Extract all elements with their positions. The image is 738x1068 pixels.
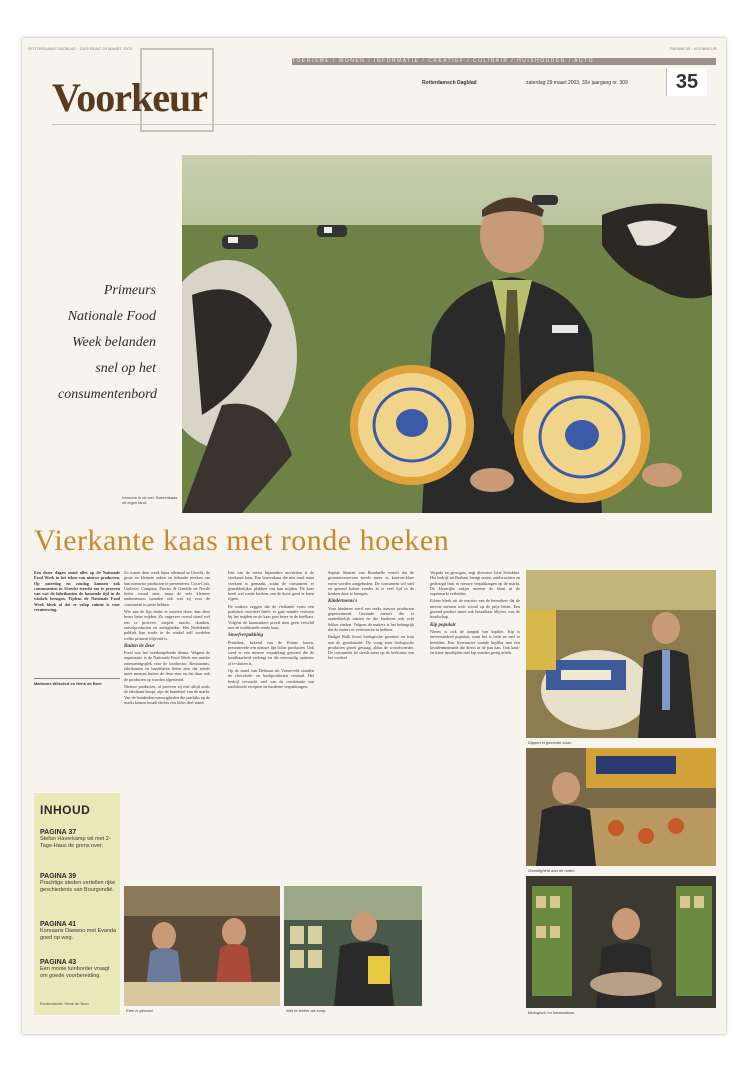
newspaper-page <box>22 38 726 1034</box>
main-photo-caption: Kenners in de wei. Boerenkaas uit eigen land. <box>122 495 178 505</box>
subheading: Kip populair <box>430 622 456 628</box>
photo-bulk-food-illustration <box>526 876 716 1008</box>
paragraph: De makers zeggen dat de vierkante vorm een praktisch voordeel heeft: er gaat minder verloren bij het snijden en de kaas past beter in de koelkast. Volgens de kaasmakers proeft men geen verschil met de traditionele ronde kaas. <box>228 603 314 630</box>
article-column-4 <box>328 570 414 880</box>
photo-eating-crowd <box>124 886 280 1006</box>
contents-item-text: Een mooie tuinborder vraagt om goede voorbereiding. <box>40 966 110 979</box>
caption-right-3: Biologisch en bewaarbaar. <box>528 1010 575 1015</box>
subheading: Snoefverpakking <box>228 633 263 639</box>
paragraph: Verpakt en gewogen, zegt directeur Jotie Schokker. Het bedrijf uit Brabant brengt noten, zuidvruchten en gedroogd fruit in nieuwe verpakkingen op de markt. De kleurrijke zakjes moeten de klant in de supermarkt verleiden. <box>430 570 520 597</box>
photo-eating-crowd-illustration <box>124 886 280 1006</box>
contents-title: INHOUD <box>40 803 91 817</box>
page-number-value: 35 <box>675 71 699 93</box>
paragraph: Food was het overkoepelende thema. Volgens de organisatie is de Nationale Food Week een unieke ontmoetingsplek voor de foodsector. Restaurants, fabrikanten en handelaren lieten zien dat steeds meer mensen buiten de deur eten en dat daar ook de producten op worden afgestemd. <box>124 650 210 682</box>
paragraph: Nieuwe producten, al proeven zij niet altijd zoals de fabrikant hoopt, zijn de brandstof van de markt. Van de honderden nieuwigheden die jaarlijks op de markt komen houdt slechts een klein deel stand. <box>124 683 210 705</box>
article-author: Marianne Wilschut en Henk de Boer <box>34 678 120 686</box>
contents-item-text: Stefan Haverkamp wil met 2-Tage-Haus de grens over. <box>40 836 111 849</box>
subheading: Kindermenu's <box>328 599 358 605</box>
photo-cheese-stand <box>526 570 716 738</box>
paragraph: Op de stand van Delmaus uit Varsseveld stonden de chocolade- en koekproducten centraal. Het bedrijf verwacht veel van de combinatie van traditionele recepten en moderne verpakkingen. <box>228 668 314 689</box>
article-headline: Vierkante kaas met ronde hoeken <box>34 524 450 557</box>
main-photo-man-with-cheeses <box>182 155 712 513</box>
section-title: Voorkeur <box>52 75 207 120</box>
photo-soup-demo <box>284 886 422 1006</box>
contents-item[interactable] <box>40 829 118 850</box>
caption-bottom-1: Eten is gezond. <box>126 1008 154 1013</box>
photo-cheese-stand-illustration <box>526 570 716 738</box>
contents-item-page: PAGINA 43 <box>40 959 77 966</box>
photo-nuts-stand <box>526 748 716 866</box>
paragraph: Sophie Stouten van Bonduelle vertelt dat de groenteconserven steeds meer in kant-en-klare vorm worden aangeboden. De consument wil snel en gezond koken zonder al te veel tijd in de keuken door te brengen. <box>328 570 414 597</box>
cheese-left <box>350 365 474 485</box>
contents-item[interactable] <box>40 873 118 894</box>
page-number <box>666 68 707 96</box>
article-column-5 <box>430 570 520 1010</box>
photo-soup-demo-illustration <box>284 886 422 1006</box>
article-column-3 <box>228 570 314 880</box>
paragraph: Echter bleek uit de reacties van de bezoekers dat de meeste mensen toch vooral op de prijs letten. Een gezond product moet ook betaalbaar blijven, was de boodschap. <box>430 598 520 620</box>
contents-item-page: PAGINA 37 <box>40 829 77 836</box>
top-left-imprint: ROTTERDAMS DAGBLAD · ZATERDAG 29 MAART 2003 <box>28 46 132 51</box>
top-right-imprint: PAGINA 35 · VOORKEUR <box>670 46 717 51</box>
paragraph: Budget Bulk levert biologische groentes en fruit aan de groothandel. De vraag naar biologische producten groeit gestaag, aldus de woordvoerder. De consument let steeds meer op de herkomst van het voedsel. <box>328 634 414 661</box>
contents-item-text: Koreaans Daewoo met Evanda goed op weg. <box>40 928 117 941</box>
newspaper-name: Rotterdamsch Dagblad <box>422 80 477 86</box>
contents-item-page: PAGINA 39 <box>40 873 77 880</box>
article-lead: Een dezer dagen stond alles op de Nationale Food Week in het teken van nieuwe producten. Op zaterdag en zondag kunnen ook consumenten in Utrecht terecht om te proeven van wat de fabrikanten de komende tijd in de winkels brengen. Tijdens de Nationale Food Week bleek al dat er volop ruimte is voor vernieuwing. <box>34 570 120 613</box>
paragraph: President, bekend van de Franse kazen, presenteerde een nieuwe lijn lichte producten. Ook werd er een nieuwe verpakking getoond die de houdbaarheid verlengt en die eenvoudig opnieuw af te sluiten is. <box>228 639 314 666</box>
photo-bulk-food <box>526 876 716 1008</box>
cheese-right <box>514 371 650 503</box>
paragraph: Voor kinderen werd een reeks nieuwe producten gepresenteerd. Gezonde menu's die er aantrekkelijk uitzien en die kinderen ook echt lekker vinden. Volgens de makers is het belangrijk dat de ouders er vertrouwen in hebben. <box>328 605 414 632</box>
caption-right-2: Gezelligheid aan de noten. <box>528 868 576 873</box>
contents-item[interactable] <box>40 921 118 942</box>
contents-box <box>34 793 120 1015</box>
paragraph: Nieuw is ook de aanpak van kipfilet. Kip is onverminderd populair, want het is licht en snel te bereiden. Een leverancier toonde kipfilet met een kruidenmarinade die direct in de pan kan. Ook kant-en-klare maaltijden met kip vonden gretig aftrek. <box>430 628 520 656</box>
paragraph: Zo waren deze week bijna allemaal in Utrecht, de grote en kleinere zaken en bekende merken om hun nieuwste producten te presenteren. Coca-Cola, Unilever, Campina, Procter & Gamble en Nestlé lieten vooral zien, maar de vele kleinere ondernemers toonden ook wat zij voor de consument in petto hebben. <box>124 570 210 607</box>
caption-bottom-2: Niet te lekker als soep. <box>286 1008 327 1013</box>
contents-item[interactable] <box>40 959 118 980</box>
paragraph: Wie aan de lijn denkt te moeten doen, kan deze beurs beter mijden. Zo ongeveer overal stond wel iets te proeven: soepen, snacks, dranken, zuivelproducten en zoetigheden. Het Nederlands publiek kan straks in de winkel zelf oordelen welke primeur blijvend is. <box>124 609 210 641</box>
caption-right-1: Dippen in gezonde kaas. <box>528 740 573 745</box>
header-rule <box>52 124 716 125</box>
photo-nuts-stand-illustration <box>526 748 716 866</box>
contents-item-page: PAGINA 41 <box>40 921 77 928</box>
intro-text: Primeurs Nationale Food Week belanden snel op het consumentenbord <box>58 283 158 402</box>
contents-footer: Eindredactie: Henk de Boer <box>40 1001 89 1006</box>
article-column-2 <box>124 570 210 880</box>
dateline: zaterdag 29 maart 2003, 32e jaargang nr. 309 <box>526 80 628 86</box>
section-nav-bar: TOERISME / WONEN / INFORMATIE / CREATIEF / CULINAIR / HUISHOUDEN / AUTO <box>292 58 716 65</box>
paragraph: Een van de meest bijzondere noviteiten is de vierkante kaas. Een boerenkaas die niet rond maar vierkant is gemaakt, zodat de consument er gemakkelijker plakken van kan snijden. De kaas heeft wel ronde hoeken, om de korst goed te laten rijpen. <box>228 570 314 602</box>
subheading: Buiten de deur <box>124 643 155 649</box>
main-photo-illustration <box>182 155 712 513</box>
contents-item-text: Prachtige steden vertellen rijke geschiedenis van Bourgondië. <box>40 880 116 893</box>
